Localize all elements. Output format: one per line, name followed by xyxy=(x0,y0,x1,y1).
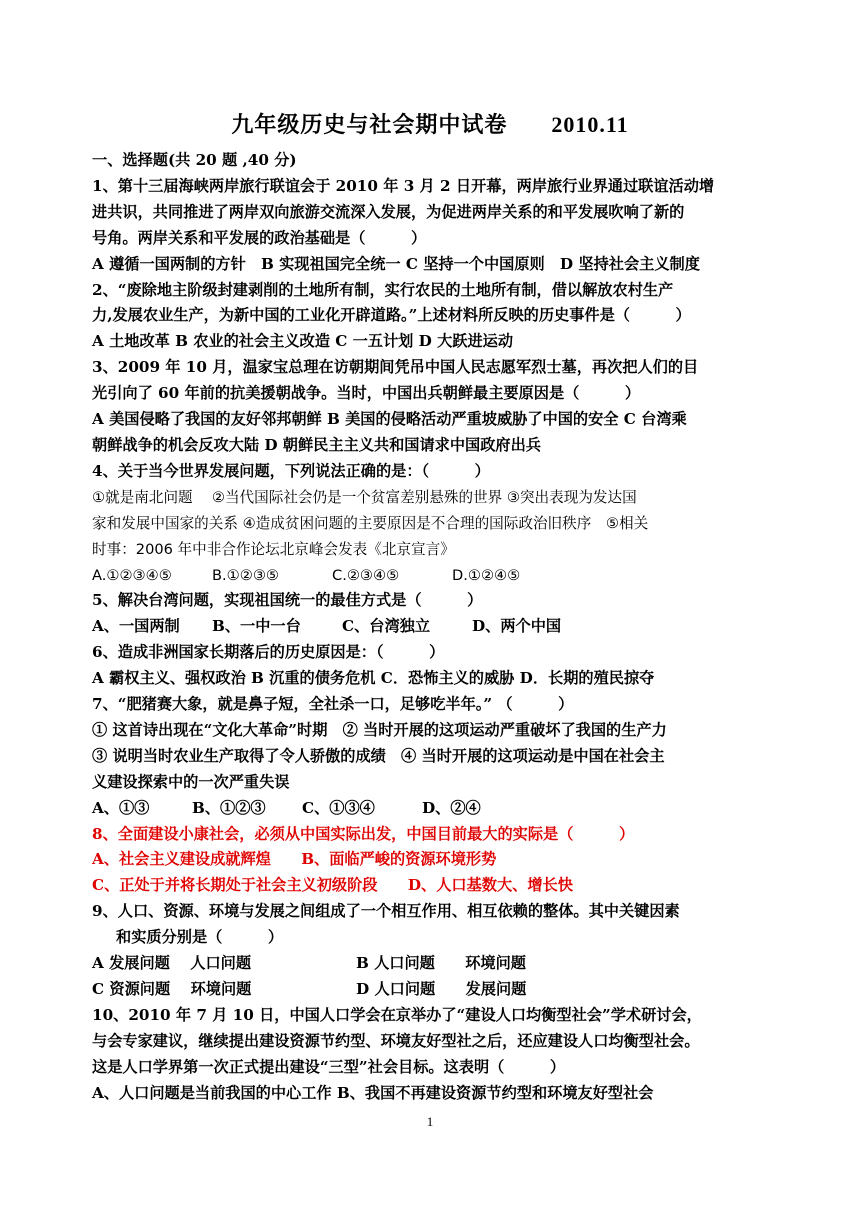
q2-line-2: 力,发展农业生产，为新中国的工业化开辟道路。”上述材料所反映的历史事件是（ ） xyxy=(92,306,691,325)
q7-line-1: 7、“肥猪赛大象，就是鼻子短，全社杀一口，足够吃半年。” （ ） xyxy=(92,695,574,714)
q9-options-ab xyxy=(92,951,782,977)
q3-options-1: A 美国侵略了我国的友好邻邦朝鲜 B 美国的侵略活动严重坡威胁了中国的安全 C 台湾乘 xyxy=(92,410,687,429)
q4-statement-1: ①就是南北问题 ②当代国际社会仍是一个贫富差别悬殊的世界 ③突出表现为发达国 xyxy=(92,488,637,506)
q4-line-1: 4、关于当今世界发展问题，下列说法正确的是：（ ） xyxy=(92,461,490,480)
q5-options xyxy=(92,614,782,640)
q4-option-d: D.①②④⑤ xyxy=(452,566,521,584)
q9-line-2: 和实质分别是（ ） xyxy=(116,928,284,947)
q10-line-1: 10、2010 年 7 月 10 日，中国人口学会在京举办了“建设人口均衡型社会”学术研讨会， xyxy=(92,1005,702,1024)
q7-option-a: A、①③ xyxy=(92,798,150,817)
q7-option-b: B、①②③ xyxy=(192,798,266,817)
q3-options-2: 朝鲜战争的机会反攻大陆 D 朝鲜民主主义共和国请求中国政府出兵 xyxy=(92,435,541,454)
q1-line-1: 1、第十三届海峡两岸旅行联谊会于 2010 年 3 月 2 日开幕，两岸旅行业界通过联谊活动增 xyxy=(92,176,715,195)
q5-option-a: A、一国两制 xyxy=(92,617,180,636)
q4-option-a: A.①②③④⑤ xyxy=(92,566,172,584)
q5-option-d: D、两个中国 xyxy=(472,617,562,636)
section-heading: 一、选择题(共 20 题 ,40 分) xyxy=(92,151,297,169)
q7-statement-2: ③ 说明当时农业生产取得了令人骄傲的成绩 ④ 当时开展的这项运动是中国在社会主 xyxy=(92,746,665,765)
exam-date: 2010.11 xyxy=(551,112,629,137)
q4-statement-3: 时事：2006 年中非合作论坛北京峰会发表《北京宣言》 xyxy=(92,540,455,558)
q9-line-1: 9、人口、资源、环境与发展之间组成了一个相互作用、相互依赖的整体。其中关键因素 xyxy=(92,902,680,921)
q1-line-3: 号角。两岸关系和平发展的政治基础是（ ） xyxy=(92,228,427,247)
q9-option-b: B 人口问题 环境问题 xyxy=(356,954,526,973)
q6-options: A 霸权主义、强权政治 B 沉重的债务危机 C．恐怖主义的威胁 D．长期的殖民掠夺 xyxy=(92,669,655,688)
q4-option-c: C.②③④⑤ xyxy=(332,566,400,584)
q1-options: A 遵循一国两制的方针 B 实现祖国完全统一 C 坚持一个中国原则 D 坚持社会主义制度 xyxy=(92,254,700,273)
q2-options: A 土地改革 B 农业的社会主义改造 C 一五计划 D 大跃进运动 xyxy=(92,332,514,351)
q7-statement-1: ① 这首诗出现在“文化大革命”时期 ② 当时开展的这项运动严重破坏了我国的生产力 xyxy=(92,720,667,739)
q4-options xyxy=(92,563,782,589)
q5-line-1: 5、解决台湾问题，实现祖国统一的最佳方式是（ ） xyxy=(92,591,483,610)
q3-line-1: 3、2009 年 10 月，温家宝总理在访朝期间凭吊中国人民志愿军烈士墓，再次把人们的目 xyxy=(92,358,699,377)
q5-option-c: C、台湾独立 xyxy=(342,617,431,636)
q10-options: A、人口问题是当前我国的中心工作 B、我国不再建设资源节约型和环境友好型社会 xyxy=(92,1083,654,1102)
q4-option-b: B.①②③⑤ xyxy=(212,566,279,584)
q7-statement-3: 义建设探索中的一次严重失误 xyxy=(92,772,290,791)
q3-line-2: 光引向了 60 年前的抗美援朝战争。当时，中国出兵朝鲜最主要原因是（ ） xyxy=(92,384,641,403)
q9-option-d: D 人口问题 发展问题 xyxy=(356,980,527,998)
question-list xyxy=(92,148,782,1107)
exam-title xyxy=(0,108,860,139)
q8-line-1: 8、全面建设小康社会，必须从中国实际出发，中国目前最大的实际是（ ） xyxy=(92,824,635,843)
q4-statement-2: 家和发展中国家的关系 ④造成贫困问题的主要原因是不合理的国际政治旧秩序 ⑤相关 xyxy=(92,514,649,532)
q6-line-1: 6、造成非洲国家长期落后的历史原因是：（ ） xyxy=(92,643,445,662)
q7-option-d: D、②④ xyxy=(422,798,481,817)
q8-options-cd: C、正处于并将长期处于社会主义初级阶段 D、人口基数大、增长快 xyxy=(92,876,573,895)
q7-option-c: C、①③④ xyxy=(302,798,375,817)
q9-option-a: A 发展问题 人口问题 xyxy=(92,954,252,973)
page-number: 1 xyxy=(426,1114,434,1129)
q10-line-3: 这是人口学界第一次正式提出建设“三型”社会目标。这表明（ ） xyxy=(92,1057,566,1076)
q1-line-2: 进共识，共同推进了两岸双向旅游交流深入发展，为促进两岸关系的和平发展吹响了新的 xyxy=(92,202,685,221)
q7-options xyxy=(92,796,782,822)
q2-line-1: 2、“废除地主阶级封建剥削的土地所有制，实行农民的土地所有制，借以解放农村生产 xyxy=(92,280,674,299)
q5-option-b: B、一中一台 xyxy=(212,617,301,636)
q9-options-cd xyxy=(92,977,782,1003)
q9-option-c: C 资源问题 环境问题 xyxy=(92,980,252,998)
title-text: 九年级历史与社会期中试卷 xyxy=(231,112,508,138)
q10-line-2: 与会专家建议，继续提出建设资源节约型、环境友好型社之后，还应建设人口均衡型社会。 xyxy=(92,1031,700,1050)
q8-options-ab: A、社会主义建设成就辉煌 B、面临严峻的资源环境形势 xyxy=(92,850,497,869)
